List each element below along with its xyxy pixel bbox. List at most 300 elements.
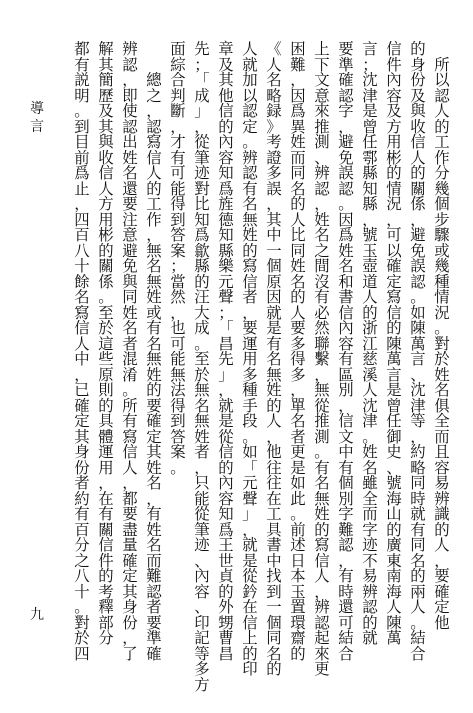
glyph: 淆 [122,365,138,384]
glyph: 與 [410,102,426,120]
glyph: 件 [98,551,114,570]
glyph: 免 [410,241,426,260]
glyph: ， [386,210,402,229]
glyph: ， [266,427,282,446]
glyph: 等 [194,644,210,663]
glyph: ， [146,226,162,244]
glyph: 到 [170,412,186,430]
text-column [408,42,428,662]
glyph: 難 [290,55,306,74]
glyph: 萬 [386,350,402,368]
glyph: 誤 [338,164,354,182]
text-column [216,42,236,662]
glyph: 成 [194,86,210,105]
glyph: 寫 [146,133,162,151]
glyph: 御 [386,427,402,446]
glyph: 於 [194,365,210,384]
glyph: 與 [98,133,114,151]
glyph: 起 [314,629,330,647]
glyph: 兩 [410,582,426,601]
glyph: 王 [218,536,234,554]
glyph: 萬 [386,629,402,647]
glyph: 四 [74,210,90,229]
glyph: 幾 [434,179,450,198]
glyph: 八 [74,241,90,260]
glyph: 信 [314,551,330,570]
glyph: 就 [242,55,258,74]
glyph: 判 [170,86,186,105]
glyph: 十 [74,257,90,275]
glyph: 史 [386,443,402,461]
text-column [384,42,404,647]
glyph: 姓 [146,365,162,384]
glyph: 任 [386,412,402,430]
glyph: 量 [122,536,138,554]
glyph: 無 [146,241,162,260]
text-column [168,42,188,476]
glyph: 無 [266,365,282,384]
glyph: 姓 [146,288,162,306]
glyph: 認 [146,117,162,136]
glyph: 曹 [218,629,234,647]
glyph: 人 [314,567,330,585]
glyph: 則 [98,381,114,399]
glyph: 時 [410,489,426,508]
glyph: 係 [98,272,114,291]
glyph: ， [266,195,282,213]
glyph: 其 [266,210,282,229]
glyph: 推 [314,117,330,136]
glyph: 有 [338,567,354,585]
glyph: 的 [194,272,210,291]
glyph: 名 [290,412,306,430]
glyph: 的 [290,288,306,306]
glyph: 從 [194,133,210,151]
glyph: 困 [290,40,306,58]
glyph: 同 [410,536,426,554]
glyph: 確 [74,396,90,415]
glyph: 。 [98,288,114,306]
glyph: 辨 [242,148,258,167]
glyph: 人 [242,40,258,58]
glyph: 沈 [410,381,426,399]
glyph: 世 [218,551,234,570]
glyph: 迹 [362,536,378,554]
glyph: ， [314,365,330,384]
glyph: 壺 [362,257,378,275]
glyph: 人 [98,179,114,198]
glyph: 信 [74,319,90,337]
glyph: 要 [338,40,354,58]
glyph: ， [146,489,162,508]
glyph: ， [338,396,354,415]
glyph: 同 [290,164,306,182]
glyph: 寫 [242,257,258,275]
glyph: 姓 [434,365,450,384]
glyph: 只 [194,474,210,492]
glyph: 彬 [98,226,114,244]
glyph: ， [338,551,354,570]
glyph: 齋 [290,629,306,647]
glyph: 於 [74,629,90,647]
glyph: 容 [218,148,234,167]
glyph: 情 [386,179,402,198]
glyph: 確 [146,412,162,430]
glyph: 名 [314,474,330,492]
glyph: 至 [98,303,114,322]
glyph: 陳 [410,319,426,337]
glyph: ， [290,381,306,399]
glyph: 原 [266,272,282,291]
glyph: 了 [122,644,138,663]
glyph: 、 [386,458,402,477]
glyph: 於 [434,350,450,368]
glyph: 也 [170,319,186,337]
glyph: 。 [194,334,210,353]
text-column [288,42,308,662]
glyph: 。 [122,381,138,399]
glyph: 日 [290,551,306,570]
glyph: 有 [74,55,90,74]
glyph: 如 [242,443,258,461]
glyph: 用 [98,458,114,477]
glyph: 、 [194,551,210,570]
glyph: 認 [122,55,138,74]
glyph: 名 [194,396,210,415]
glyph: ， [170,117,186,136]
glyph: 要 [122,195,138,213]
glyph: 的 [146,179,162,198]
glyph: 更 [290,443,306,461]
glyph: 答 [170,226,186,244]
glyph: 信 [386,40,402,58]
glyph: 爲 [194,226,210,244]
glyph: 者 [290,427,306,446]
glyph: 」 [242,505,258,523]
glyph: 易 [434,474,450,492]
text-column [96,42,116,647]
glyph: 雖 [362,474,378,492]
glyph: 況 [434,303,450,322]
glyph: 目 [74,133,90,151]
glyph: 要 [290,319,306,337]
glyph: 到 [74,117,90,136]
glyph: 釋 [98,598,114,616]
glyph: 推 [314,412,330,430]
glyph: 是 [242,551,258,570]
glyph: 此 [290,489,306,508]
glyph: 方 [98,195,114,213]
glyph: 津 [362,412,378,430]
glyph: 容 [194,582,210,601]
glyph: 。 [410,613,426,632]
glyph: 分 [434,164,450,182]
glyph: 加 [242,71,258,89]
glyph: 內 [194,567,210,585]
glyph: 內 [218,474,234,492]
glyph: 中 [266,551,282,570]
glyph: 還 [122,179,138,198]
glyph: 。 [74,598,90,616]
glyph: 者 [146,598,162,616]
glyph: 。 [314,443,330,461]
glyph: 、 [410,365,426,384]
glyph: 人 [362,381,378,399]
glyph: 縣 [218,241,234,260]
glyph: 其 [98,117,114,136]
glyph: 字 [338,505,354,523]
glyph: 作 [146,210,162,229]
glyph: 「 [194,71,210,89]
glyph: 認 [338,179,354,198]
glyph: 録 [266,102,282,120]
glyph: 於 [98,319,114,337]
glyph: 無 [170,365,186,384]
glyph: 要 [146,396,162,415]
glyph: 的 [146,381,162,399]
glyph: 名 [314,226,330,244]
glyph: 要 [146,613,162,632]
glyph: 名 [146,474,162,492]
glyph: 份 [74,458,90,477]
glyph: 有 [314,458,330,477]
glyph: 當 [170,272,186,291]
glyph: 難 [146,567,162,585]
glyph: 認 [410,272,426,291]
glyph: 説 [74,71,90,89]
glyph: 工 [146,195,162,213]
glyph: 工 [266,505,282,523]
glyph: 在 [242,598,258,616]
glyph: 號 [362,226,378,244]
glyph: 名 [266,350,282,368]
glyph: 德 [218,210,234,229]
glyph: 些 [98,350,114,368]
glyph: 「 [242,458,258,477]
glyph: 能 [170,179,186,198]
glyph: 以 [434,71,450,89]
glyph: 合 [170,71,186,89]
glyph: 得 [290,350,306,368]
glyph: 使 [122,102,138,120]
glyph: 辨 [122,40,138,58]
glyph: 書 [338,288,354,306]
glyph: 有 [146,505,162,523]
glyph: 寫 [74,303,90,322]
glyph: 「 [218,319,234,337]
glyph: 測 [314,133,330,151]
glyph: 鈐 [242,582,258,601]
glyph: 收 [410,117,426,136]
glyph: 認 [362,598,378,616]
glyph: 歙 [194,241,210,260]
glyph: 的 [362,303,378,322]
glyph: 辨 [362,582,378,601]
glyph: 的 [98,567,114,585]
glyph: 章 [218,40,234,58]
glyph: 姓 [242,226,258,244]
glyph: 對 [434,334,450,353]
glyph: 曾 [386,396,402,415]
glyph: 都 [122,489,138,508]
glyph: 同 [122,288,138,306]
glyph: 姓 [290,133,306,151]
glyph: 辨 [434,489,450,508]
text-column [336,42,356,662]
glyph: 考 [266,133,282,151]
glyph: 還 [338,598,354,616]
glyph: 。 [170,458,186,477]
glyph: ， [242,520,258,539]
glyph: 號 [386,474,402,492]
glyph: 案 [170,241,186,260]
glyph: 爲 [218,179,234,198]
glyph: 信 [410,133,426,151]
glyph: 山 [386,505,402,523]
glyph: 一 [266,598,282,616]
glyph: 姓 [314,505,330,523]
glyph: 面 [170,40,186,58]
glyph: 寫 [386,288,402,306]
glyph: 可 [338,613,354,632]
glyph: 收 [98,148,114,167]
glyph: 然 [170,288,186,306]
glyph: 工 [434,133,450,151]
glyph: 運 [98,443,114,461]
glyph: 知 [218,505,234,523]
glyph: 無 [314,489,330,508]
glyph: 置 [290,598,306,616]
glyph: ， [314,195,330,213]
glyph: 信 [218,102,234,120]
glyph: 所 [122,396,138,415]
glyph: 確 [386,257,402,275]
glyph: 因 [290,86,306,105]
glyph: 比 [194,195,210,213]
glyph: 者 [122,334,138,353]
glyph: ， [338,117,354,136]
glyph: 信 [242,613,258,632]
glyph: 約 [74,489,90,508]
glyph: 信 [122,443,138,461]
glyph: 的 [410,40,426,58]
glyph: 身 [74,443,90,461]
glyph: 的 [314,520,330,539]
glyph: 玉 [290,582,306,601]
glyph: 從 [242,567,258,585]
glyph: 斷 [170,102,186,120]
glyph: 法 [170,381,186,399]
glyph: 從 [314,396,330,415]
glyph: 已 [74,381,90,399]
glyph: 昌 [218,644,234,663]
glyph: 認 [314,179,330,198]
glyph: 元 [218,272,234,291]
glyph: 十 [74,582,90,601]
glyph: 就 [362,629,378,647]
glyph: 有 [74,505,90,523]
glyph: 到 [266,582,282,601]
glyph: 旌 [218,195,234,213]
glyph: 段 [242,412,258,430]
glyph: 名 [290,272,306,291]
glyph: 上 [242,629,258,647]
glyph: 、 [194,598,210,616]
glyph: 中 [266,226,282,244]
glyph: 時 [338,582,354,601]
glyph: ， [122,474,138,492]
glyph: 筆 [194,148,210,167]
glyph: 總 [146,71,162,89]
glyph: 無 [194,381,210,399]
glyph: 信 [146,148,162,167]
glyph: 言 [362,40,378,58]
glyph: 定 [74,412,90,430]
glyph: 的 [242,644,258,663]
glyph: 人 [122,458,138,477]
glyph: 百 [74,226,90,244]
glyph: 或 [434,241,450,260]
running-title: 導 言 [30,101,44,135]
glyph: 津 [410,396,426,415]
glyph: 對 [74,613,90,632]
glyph: 餘 [74,272,90,291]
glyph: 人 [410,148,426,167]
glyph: 別 [338,381,354,399]
glyph: 人 [290,210,306,229]
glyph: 人 [290,303,306,322]
glyph: 容 [434,458,450,477]
glyph: 份 [410,71,426,89]
glyph: 名 [410,551,426,570]
glyph: 確 [122,551,138,570]
glyph: 驟 [434,226,450,244]
glyph: 是 [386,381,402,399]
glyph: 的 [266,660,282,678]
glyph: 百 [74,520,90,539]
glyph: 者 [74,474,90,492]
glyph: 盡 [122,520,138,539]
glyph: 上 [314,40,330,58]
glyph: 貞 [218,567,234,585]
glyph: 大 [194,303,210,322]
glyph: ， [170,303,186,322]
glyph: 約 [410,443,426,461]
glyph: 知 [218,164,234,182]
glyph: 定 [434,598,450,616]
glyph: 如 [290,474,306,492]
glyph: 人 [386,598,402,616]
glyph: 沒 [314,272,330,291]
glyph: 情 [434,288,450,306]
glyph: 南 [386,567,402,585]
glyph: 的 [98,396,114,415]
glyph: 原 [98,365,114,384]
glyph: 無 [146,350,162,368]
glyph: 個 [266,613,282,632]
glyph: 確 [146,644,162,663]
glyph: 的 [362,613,378,632]
glyph: 出 [122,133,138,151]
glyph: 一 [266,241,282,260]
glyph: 與 [122,272,138,291]
glyph: 份 [122,613,138,632]
glyph: 其 [218,71,234,89]
glyph: 陳 [386,613,402,632]
glyph: 區 [338,365,354,384]
glyph: 有 [242,179,258,198]
glyph: 別 [338,489,354,508]
